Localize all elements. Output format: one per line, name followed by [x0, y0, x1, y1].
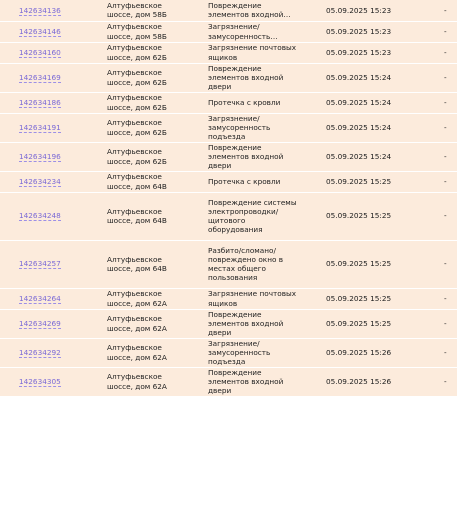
address-line: шоссе, дом 62Б [107, 127, 167, 137]
request-id-cell [0, 21, 100, 42]
request-id-link[interactable]: 142634264 [19, 293, 61, 303]
description-line: Повреждение [208, 1, 262, 11]
request-id-link[interactable]: 142634248 [19, 211, 61, 221]
description-cell [200, 113, 318, 142]
description-cell [200, 142, 318, 171]
description-line: повреждено окно в [208, 254, 284, 264]
date-cell: 05.09.2025 15:25 [318, 240, 416, 288]
address-line: Алтуфьевское [107, 1, 162, 11]
address-line: Алтуфьевское [107, 254, 162, 264]
address-cell [100, 309, 200, 338]
address-line: Алтуфьевское [107, 22, 162, 32]
table-row [0, 0, 457, 21]
request-id-link[interactable]: 142634305 [19, 376, 61, 386]
description-cell [200, 338, 318, 367]
address-line: Алтуфьевское [107, 289, 162, 299]
table-row [0, 63, 457, 92]
request-id-cell [0, 0, 100, 21]
table-row [0, 142, 457, 171]
extra-cell: - [416, 113, 457, 142]
address-cell [100, 192, 200, 240]
table-row [0, 309, 457, 338]
description-line: электропроводки/ [208, 206, 279, 216]
description-cell [200, 0, 318, 21]
description-line: элементов входной [208, 72, 284, 82]
description-line: Загрязнение/ [208, 338, 260, 348]
request-id-cell [0, 338, 100, 367]
description-line: Повреждение [208, 63, 262, 73]
request-id-link[interactable]: 142634169 [19, 72, 61, 82]
extra-cell: - [416, 288, 457, 309]
date-cell: 05.09.2025 15:25 [318, 192, 416, 240]
description-line: элементов входной [208, 151, 284, 161]
description-line: Протечка с кровли [208, 97, 281, 107]
table-row [0, 367, 457, 396]
request-id-cell [0, 192, 100, 240]
date-cell: 05.09.2025 15:25 [318, 309, 416, 338]
request-id-link[interactable]: 142634234 [19, 176, 61, 186]
description-cell [200, 42, 318, 63]
address-line: Алтуфьевское [107, 68, 162, 78]
description-line: Загрязнение/ [208, 22, 260, 32]
description-cell [200, 240, 318, 288]
date-cell: 05.09.2025 15:24 [318, 142, 416, 171]
description-line: ящиков [208, 52, 238, 62]
request-id-cell [0, 142, 100, 171]
request-id-cell [0, 171, 100, 192]
description-line: оборудования [208, 225, 263, 235]
table-row [0, 240, 457, 288]
address-cell [100, 288, 200, 309]
extra-cell: - [416, 0, 457, 21]
request-id-link[interactable]: 142634136 [19, 5, 61, 15]
request-id-link[interactable]: 142634196 [19, 151, 61, 161]
address-line: шоссе, дом 64В [107, 264, 167, 273]
extra-cell: - [416, 309, 457, 338]
date-cell: 05.09.2025 15:24 [318, 92, 416, 113]
description-line: Повреждение [208, 142, 262, 152]
address-line: Алтуфьевское [107, 93, 162, 103]
description-line: ящиков [208, 298, 238, 308]
address-line: Алтуфьевское [107, 314, 162, 324]
description-line: замусоренность [208, 122, 271, 132]
description-cell [200, 21, 318, 42]
address-line: Алтуфьевское [107, 206, 162, 216]
address-line: Алтуфьевское [107, 118, 162, 128]
table-row [0, 171, 457, 192]
address-line: шоссе, дом 62А [107, 323, 167, 333]
description-line: замусоренность [208, 347, 271, 357]
extra-cell: - [416, 240, 457, 288]
table-row [0, 21, 457, 42]
description-line: Протечка с кровли [208, 176, 281, 186]
date-cell: 05.09.2025 15:25 [318, 288, 416, 309]
description-line: подъезда [208, 132, 246, 142]
date-cell: 05.09.2025 15:24 [318, 63, 416, 92]
description-cell [200, 171, 318, 192]
table-row [0, 42, 457, 63]
address-line: Алтуфьевское [107, 43, 162, 53]
request-id-link[interactable]: 142634269 [19, 318, 61, 328]
extra-cell: - [416, 142, 457, 171]
extra-cell: - [416, 171, 457, 192]
address-line: шоссе, дом 62Б [107, 102, 167, 112]
extra-cell: - [416, 21, 457, 42]
request-id-cell [0, 309, 100, 338]
description-cell [200, 288, 318, 309]
extra-cell: - [416, 92, 457, 113]
table-row [0, 92, 457, 113]
description-cell [200, 309, 318, 338]
address-line: Алтуфьевское [107, 372, 162, 382]
date-cell: 05.09.2025 15:23 [318, 0, 416, 21]
address-cell [100, 21, 200, 42]
address-line: Алтуфьевское [107, 147, 162, 157]
description-line: подъезда [208, 357, 246, 367]
date-cell: 05.09.2025 15:26 [318, 367, 416, 396]
description-cell [200, 192, 318, 240]
request-id-cell [0, 240, 100, 288]
extra-cell: - [416, 192, 457, 240]
description-line: элементов входной [208, 376, 284, 386]
description-line: элементов входной [208, 318, 284, 328]
address-line: шоссе, дом 58Б [107, 31, 167, 41]
request-id-link[interactable]: 142634292 [19, 347, 61, 357]
description-line: Повреждение [208, 309, 262, 319]
date-cell: 05.09.2025 15:23 [318, 42, 416, 63]
date-cell: 05.09.2025 15:26 [318, 338, 416, 367]
extra-cell: - [416, 63, 457, 92]
address-line: Алтуфьевское [107, 343, 162, 353]
request-id-link[interactable]: 142634257 [19, 259, 61, 269]
address-cell [100, 240, 200, 288]
request-id-cell [0, 113, 100, 142]
request-id-link[interactable]: 142634160 [19, 47, 61, 57]
date-cell: 05.09.2025 15:24 [318, 113, 416, 142]
address-cell [100, 0, 200, 21]
date-cell: 05.09.2025 15:23 [318, 21, 416, 42]
address-line: Алтуфьевское [107, 172, 162, 182]
description-line: элементов входной… [208, 10, 291, 20]
request-id-link[interactable]: 142634146 [19, 26, 61, 36]
address-cell [100, 92, 200, 113]
request-id-cell [0, 63, 100, 92]
address-cell [100, 42, 200, 63]
table-row [0, 192, 457, 240]
request-id-cell [0, 92, 100, 113]
description-line: Загрязнение почтовых [208, 289, 297, 299]
address-cell [100, 367, 200, 396]
description-line: двери [208, 82, 232, 92]
description-line: двери [208, 161, 232, 171]
request-id-link[interactable]: 142634186 [19, 97, 61, 107]
description-cell [200, 92, 318, 113]
address-line: шоссе, дом 62А [107, 352, 167, 362]
table-row [0, 338, 457, 367]
date-cell: 05.09.2025 15:25 [318, 171, 416, 192]
description-line: двери [208, 386, 232, 396]
table-row [0, 113, 457, 142]
description-line: двери [208, 328, 232, 338]
description-line: Повреждение [208, 367, 262, 377]
extra-cell: - [416, 338, 457, 367]
address-line: шоссе, дом 58Б [107, 10, 167, 20]
description-line: щитового [208, 216, 246, 225]
extra-cell: - [416, 42, 457, 63]
request-id-cell [0, 367, 100, 396]
description-line: Загрязнение/ [208, 113, 260, 123]
address-line: шоссе, дом 64В [107, 216, 167, 225]
address-cell [100, 338, 200, 367]
description-cell [200, 367, 318, 396]
address-cell [100, 171, 200, 192]
description-cell [200, 63, 318, 92]
request-id-link[interactable]: 142634191 [19, 122, 61, 132]
description-line: пользования [208, 273, 258, 283]
address-cell [100, 63, 200, 92]
description-line: местах общего [208, 264, 266, 273]
address-cell [100, 142, 200, 171]
description-line: замусоренность… [208, 31, 278, 41]
address-line: шоссе, дом 62Б [107, 77, 167, 87]
address-line: шоссе, дом 62Б [107, 156, 167, 166]
extra-cell: - [416, 367, 457, 396]
description-line: Разбито/сломано/ [208, 245, 276, 255]
request-id-cell [0, 42, 100, 63]
address-line: шоссе, дом 62А [107, 298, 167, 308]
table-row [0, 288, 457, 309]
description-line: Загрязнение почтовых [208, 43, 297, 53]
address-line: шоссе, дом 64В [107, 181, 167, 191]
address-line: шоссе, дом 62Б [107, 52, 167, 62]
request-id-cell [0, 288, 100, 309]
address-cell [100, 113, 200, 142]
description-line: Повреждение системы [208, 197, 297, 207]
address-line: шоссе, дом 62А [107, 381, 167, 391]
